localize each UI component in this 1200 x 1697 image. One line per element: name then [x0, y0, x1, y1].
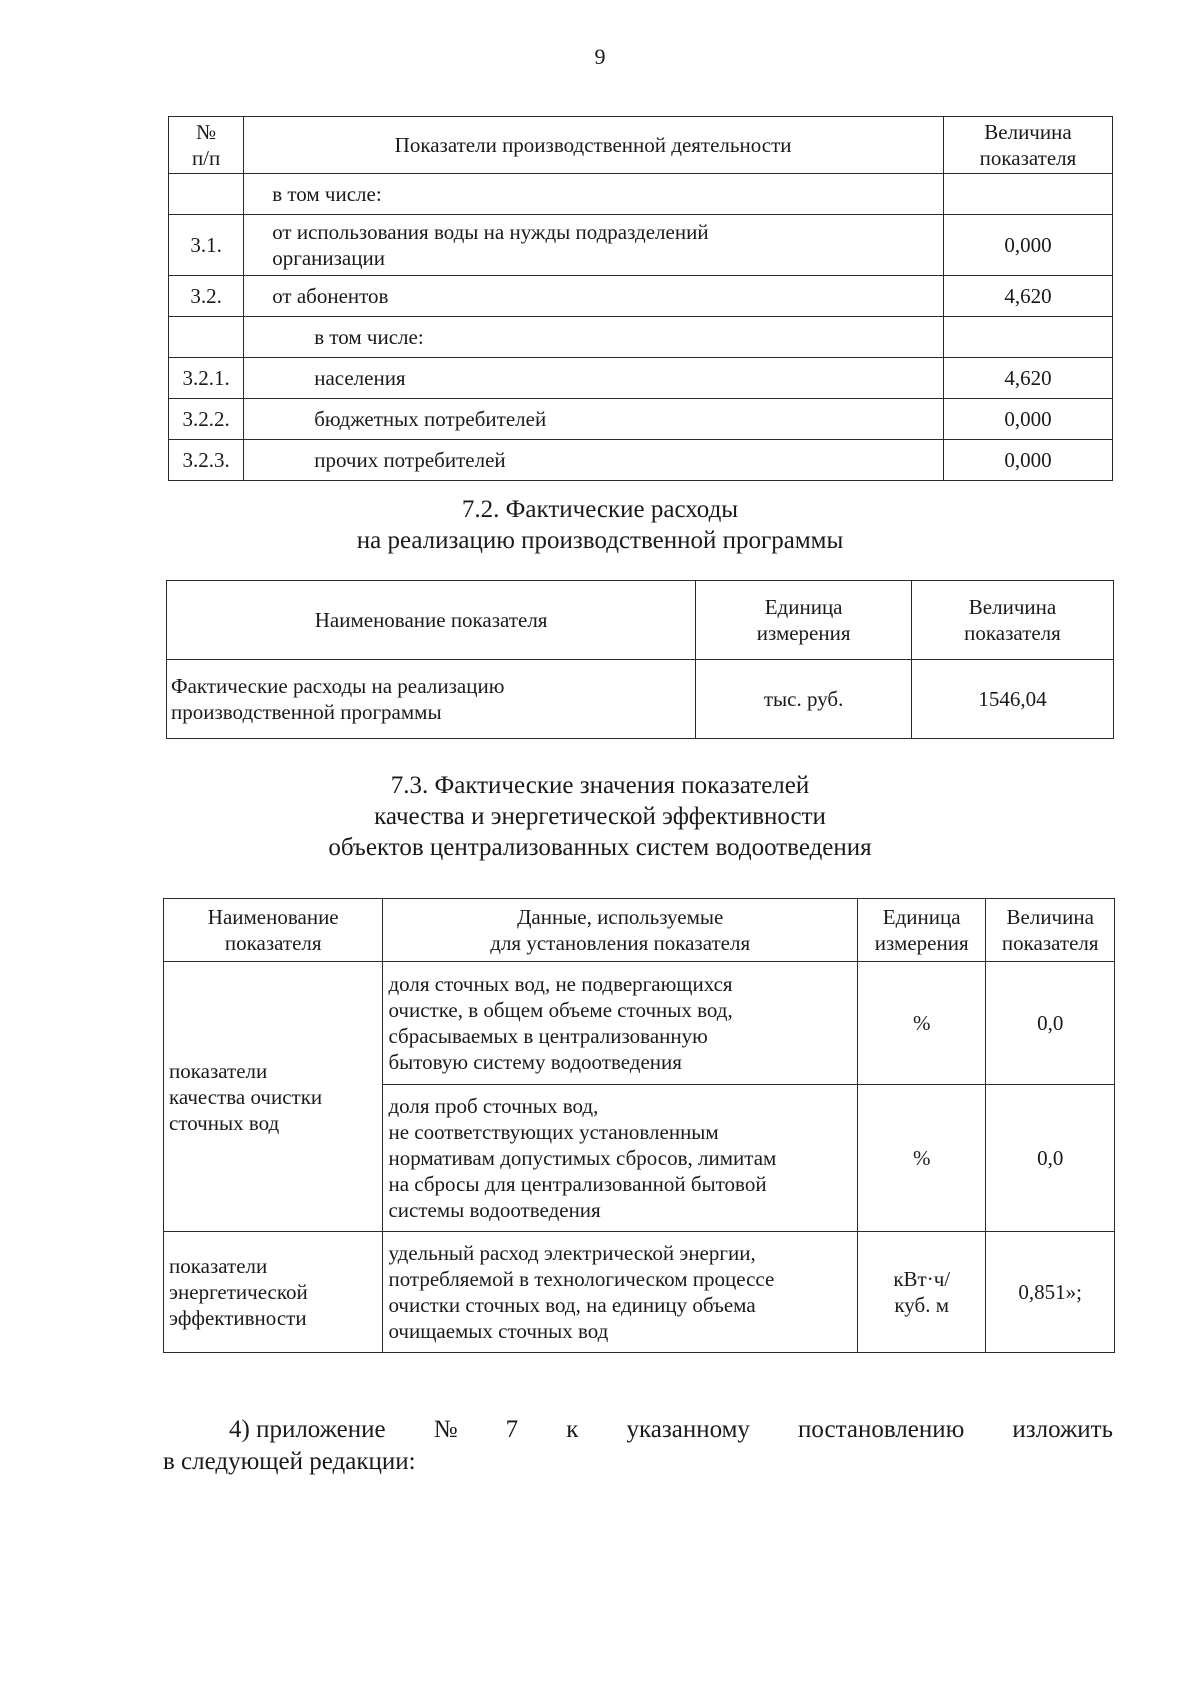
production-indicators-table [168, 116, 1113, 481]
header-indicator-name: Наименование показателя [167, 581, 696, 660]
header-value [943, 117, 1112, 174]
text-line: Величина [968, 595, 1057, 619]
table-row [169, 174, 1113, 215]
table-header-row [169, 117, 1113, 174]
text-line: п/п [191, 146, 221, 170]
text-line: не соответствующих установленным [388, 1120, 719, 1144]
text-line: системы водоотведения [388, 1198, 601, 1222]
text-line: показателя [1001, 931, 1099, 955]
header-data [383, 899, 858, 962]
row-name: от абонентов [244, 276, 944, 317]
heading-line: качества и энергетической эффективности [374, 803, 826, 830]
heading-line: 7.3. Фактические значения показателей [390, 772, 810, 799]
paragraph-word: указанному [626, 1416, 750, 1443]
header-number [169, 117, 244, 174]
header-indicator: Показатели производственной деятельности [244, 117, 944, 174]
text-line: Единица [764, 595, 843, 619]
row-number: 3.2.2. [169, 399, 244, 440]
page-number: 9 [594, 44, 606, 69]
text-line: Наименование [207, 905, 339, 929]
table-header-row [164, 899, 1115, 962]
row-name [244, 215, 944, 276]
paragraph-word: к [566, 1416, 579, 1443]
paragraph-word: 7 [505, 1416, 519, 1443]
amendment-paragraph [163, 1414, 1113, 1478]
heading-line: 7.2. Фактические расходы [461, 496, 739, 523]
header-unit [857, 899, 985, 962]
row-value: 0,0 [986, 1085, 1115, 1232]
row-number: 3.2.1. [169, 358, 244, 399]
row-unit [857, 1232, 985, 1353]
text-line: показателя [224, 931, 322, 955]
row-value: 0,851»; [986, 1232, 1115, 1353]
text-line: сточных вод [169, 1110, 280, 1135]
section-7-2-heading [0, 494, 1200, 556]
row-number: 3.2. [169, 276, 244, 317]
header-value [986, 899, 1115, 962]
paragraph-line-2: в следующей редакции: [163, 1448, 416, 1475]
row-unit: % [857, 962, 985, 1085]
table-row [164, 1232, 1115, 1353]
table-row [169, 399, 1113, 440]
row-value: 0,0 [986, 962, 1115, 1085]
row-value: 0,000 [943, 440, 1112, 481]
text-line: показателя [979, 146, 1077, 170]
paragraph-word: № [433, 1416, 458, 1443]
row-value: 4,620 [943, 358, 1112, 399]
text-line: Величина [984, 120, 1072, 144]
paragraph-word: постановлению [798, 1416, 965, 1443]
text-line: куб. м [894, 1293, 949, 1317]
actual-expenses-table [166, 580, 1114, 739]
table-row [169, 317, 1113, 358]
row-name: в том числе: [244, 317, 944, 358]
table-row [169, 358, 1113, 399]
row-data [383, 962, 858, 1085]
text-line: Данные, используемые [517, 905, 724, 929]
text-line: нормативам допустимых сбросов, лимитам [388, 1146, 777, 1170]
row-value: 1546,04 [912, 660, 1114, 739]
group-quality-name [164, 962, 383, 1232]
row-value [943, 174, 1112, 215]
row-number [169, 317, 244, 358]
text-line: бытовую систему водоотведения [388, 1050, 682, 1074]
text-line: очистке, в общем объеме сточных вод, [388, 998, 733, 1022]
row-value: 0,000 [943, 399, 1112, 440]
row-value [943, 317, 1112, 358]
row-name: в том числе: [244, 174, 944, 215]
text-line: сбрасываемых в централизованную [388, 1024, 708, 1048]
text-line: кВт·ч/ [893, 1267, 951, 1291]
text-line: Единица [882, 905, 961, 929]
row-name [167, 660, 696, 739]
row-data [383, 1085, 858, 1232]
text-line: энергетической [169, 1280, 308, 1304]
table-row [167, 660, 1114, 739]
text-line: измерения [756, 621, 851, 645]
row-value: 0,000 [943, 215, 1112, 276]
row-value: 4,620 [943, 276, 1112, 317]
text-line: производственной программы [171, 700, 442, 724]
row-number [169, 174, 244, 215]
row-unit: тыс. руб. [696, 660, 912, 739]
row-number: 3.1. [169, 215, 244, 276]
text-line: на сбросы для централизованной бытовой [388, 1172, 767, 1196]
row-name: бюджетных потребителей [244, 399, 944, 440]
header-value [912, 581, 1114, 660]
text-line: Величина [1006, 905, 1094, 929]
heading-line: объектов централизованных систем водоотведения [328, 834, 872, 861]
table-row [169, 215, 1113, 276]
text-line: от использования воды на нужды подразделений [272, 220, 709, 244]
text-line: показателя [964, 621, 1061, 645]
paragraph-word: изложить [1012, 1416, 1113, 1443]
row-name: населения [244, 358, 944, 399]
quality-efficiency-table [163, 898, 1115, 1353]
table-row [169, 440, 1113, 481]
text-line: для установления показателя [490, 931, 751, 955]
paragraph-line-1 [163, 1414, 1113, 1446]
text-line: удельный расход электрической энергии, [388, 1241, 756, 1265]
text-line: № [196, 120, 217, 144]
table-row [164, 962, 1115, 1085]
row-data [383, 1232, 858, 1353]
text-line: измерения [874, 931, 969, 955]
text-line: показатели [169, 1058, 268, 1083]
text-line: показатели [169, 1254, 268, 1278]
text-line: качества очистки [169, 1084, 323, 1109]
row-unit: % [857, 1085, 985, 1232]
text-line: очистки сточных вод, на единицу объема [388, 1293, 756, 1317]
text-line: доля проб сточных вод, [388, 1094, 599, 1118]
text-line: доля сточных вод, не подвергающихся [388, 972, 733, 996]
text-line: Фактические расходы на реализацию [171, 674, 505, 698]
row-name: прочих потребителей [244, 440, 944, 481]
table-header-row [167, 581, 1114, 660]
header-indicator-name [164, 899, 383, 962]
heading-line: на реализацию производственной программы [356, 527, 844, 554]
row-number: 3.2.3. [169, 440, 244, 481]
text-line: организации [272, 246, 385, 270]
header-unit [696, 581, 912, 660]
group-energy-name [164, 1232, 383, 1353]
text-line: потребляемой в технологическом процессе [388, 1267, 775, 1291]
text-line: эффективности [169, 1306, 307, 1330]
paragraph-word: 4) приложение [229, 1416, 386, 1443]
section-7-3-heading [0, 770, 1200, 863]
text-line: очищаемых сточных вод [388, 1319, 609, 1343]
table-row [169, 276, 1113, 317]
